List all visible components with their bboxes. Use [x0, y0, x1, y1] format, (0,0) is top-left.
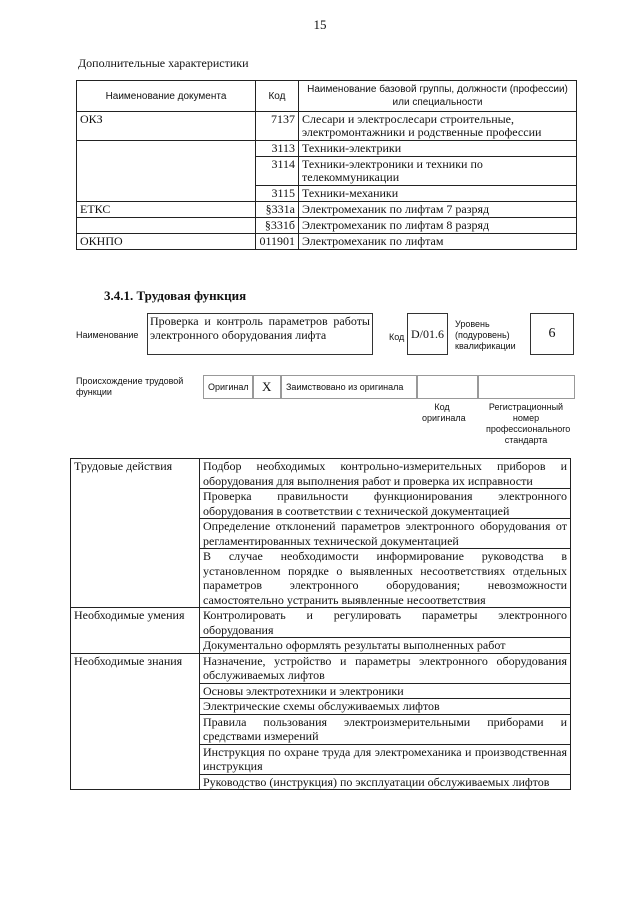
- doc-cell: [77, 141, 256, 157]
- original-label: Оригинал: [203, 375, 253, 399]
- name-cell: Электромеханик по лифтам 8 разряд: [299, 218, 577, 234]
- action-item: Проверка правильности функционирования электронного оборудования в соответствии с технической документацией: [200, 489, 571, 519]
- level-label-line: Уровень: [455, 319, 490, 329]
- name-label: Наименование: [76, 330, 139, 340]
- origin-label: Происхождение трудовой функции: [76, 376, 184, 397]
- header-document-name: Наименование документа: [77, 81, 256, 112]
- doc-cell: [77, 218, 256, 234]
- table-row: [71, 459, 571, 489]
- knowledge-item: Электрические схемы обслуживаемых лифтов: [200, 699, 571, 715]
- action-item: В случае необходимости информирование руководства в установленном порядке о выявленных несоответствиях отдельных параметров электронного оборудования; невозможности самостоятельно устранить выявленные несоответствия: [200, 549, 571, 608]
- qualification-level: 6: [530, 313, 574, 355]
- doc-cell: [77, 186, 256, 202]
- action-item: Определение отклонений параметров электронного оборудования от регламентированных технической документацией: [200, 519, 571, 549]
- code-cell: 3114: [256, 157, 299, 186]
- code-cell: 7137: [256, 112, 299, 141]
- function-code: D/01.6: [407, 313, 448, 355]
- name-cell: Техники-электроники и техники по телекоммуникации: [299, 157, 577, 186]
- knowledge-label: Необходимые знания: [71, 653, 200, 683]
- table-row: [77, 234, 577, 250]
- page-number: 15: [313, 17, 327, 32]
- additional-characteristics-title: Дополнительные характеристики: [78, 56, 249, 70]
- table-row: [77, 218, 577, 234]
- function-name: Проверка и контроль параметров работы электронного оборудования лифта: [147, 313, 373, 355]
- table-row: [77, 202, 577, 218]
- work-table: [70, 458, 571, 790]
- table-header-row: [77, 81, 577, 112]
- name-cell: Слесари и электрослесари строительные, электромонтажники и родственные профессии: [299, 112, 577, 141]
- borrowed-label: Заимствовано из оригинала: [281, 375, 417, 399]
- additional-characteristics-table: [76, 80, 577, 250]
- skill-item: Документально оформлять результаты выполненных работ: [200, 638, 571, 654]
- table-row: [71, 714, 571, 744]
- original-mark: X: [253, 375, 281, 399]
- code-cell: 3115: [256, 186, 299, 202]
- code-original-cell: [417, 375, 478, 399]
- table-row: [71, 744, 571, 774]
- skills-label: Необходимые умения: [71, 608, 200, 638]
- labor-function-title: 3.4.1. Трудовая функция: [104, 288, 247, 303]
- code-original-label: Код оригинала: [422, 402, 466, 423]
- name-cell: Электромеханик по лифтам 7 разряд: [299, 202, 577, 218]
- header-code: Код: [256, 81, 299, 112]
- table-row: [71, 699, 571, 715]
- table-row: [77, 141, 577, 157]
- table-row: [77, 112, 577, 141]
- knowledge-item: Руководство (инструкция) по эксплуатации обслуживаемых лифтов: [200, 774, 571, 790]
- table-row: [71, 489, 571, 519]
- action-item: Подбор необходимых контрольно-измерительных приборов и оборудования для выполнения работ и проверка их исправности: [200, 459, 571, 489]
- reg-number-cell: [478, 375, 575, 399]
- name-cell: Техники-электрики: [299, 141, 577, 157]
- table-row: [71, 519, 571, 549]
- table-row: [71, 608, 571, 638]
- knowledge-item: Инструкция по охране труда для электромеханика и производственная инструкция: [200, 744, 571, 774]
- code-label: Код: [389, 332, 405, 342]
- level-label-line: (подуровень): [455, 330, 510, 340]
- code-cell: §331а: [256, 202, 299, 218]
- level-label-line: квалификации: [455, 341, 516, 351]
- code-cell: 011901: [256, 234, 299, 250]
- code-cell: §331б: [256, 218, 299, 234]
- knowledge-item: Правила пользования электроизмерительными приборами и средствами измерений: [200, 714, 571, 744]
- table-row: [71, 683, 571, 699]
- doc-cell: ОКНПО: [77, 234, 256, 250]
- name-cell: Техники-механики: [299, 186, 577, 202]
- knowledge-item: Основы электротехники и электроники: [200, 683, 571, 699]
- doc-cell: ОКЗ: [77, 112, 256, 141]
- reg-number-label: Регистрационный номер профессионального стандарта: [486, 402, 571, 445]
- level-label: [455, 319, 516, 352]
- doc-cell: [77, 157, 256, 186]
- header-group-name: Наименование базовой группы, должности (профессии) или специальности: [299, 81, 577, 112]
- table-row: [71, 549, 571, 608]
- table-row: [71, 774, 571, 790]
- table-row: [77, 186, 577, 202]
- doc-cell: ЕТКС: [77, 202, 256, 218]
- table-row: [77, 157, 577, 186]
- knowledge-item: Назначение, устройство и параметры электронного оборудования обслуживаемых лифтов: [200, 653, 571, 683]
- name-cell: Электромеханик по лифтам: [299, 234, 577, 250]
- actions-label: Трудовые действия: [71, 459, 200, 489]
- table-row: [71, 638, 571, 654]
- table-row: [71, 653, 571, 683]
- skill-item: Контролировать и регулировать параметры электронного оборудования: [200, 608, 571, 638]
- code-cell: 3113: [256, 141, 299, 157]
